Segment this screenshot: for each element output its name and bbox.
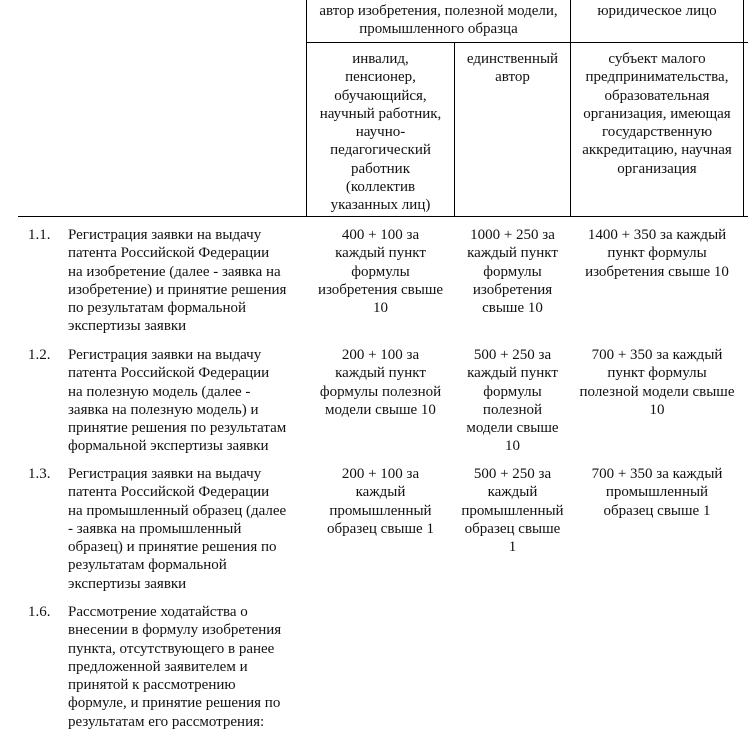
row-description: Регистрация заявки на выдачу патента Российской Федерации на промышленный образец (далее - заявка на промышленный образец) и принятие решения по результатам формальной экспертизы заявки [68, 466, 287, 592]
header-divider [306, 42, 748, 43]
row-number: 1.2. [28, 347, 51, 363]
table-border-right [743, 0, 744, 216]
row-fee-sole-author: 500 + 250 за каждый пункт формулы полезной модели свыше 10 [466, 347, 559, 455]
header-sub-legal-entity: субъект малого предпринимательства, образовательная организация, имеющая государственную аккредитацию, научная организация [582, 51, 732, 177]
row-number: 1.6. [28, 604, 51, 620]
row-fee-legal-entity: 700 + 350 за каждый пункт формулы полезной модели свыше 10 [579, 347, 735, 418]
row-fee-beneficiaries: 200 + 100 за каждый промышленный образец свыше 1 [327, 466, 434, 537]
row-description: Регистрация заявки на выдачу патента Российской Федерации на полезную модель (далее - заявка на полезную модель) и принятие решения по результатам формальной экспертизы заявки [68, 347, 287, 455]
row-description: Регистрация заявки на выдачу патента Российской Федерации на изобретение (далее - заявка на изобретение) и принятие решения по результатам формальной экспертизы заявки [68, 227, 287, 335]
row-fee-sole-author: 1000 + 250 за каждый пункт формулы изобретения свыше 10 [467, 227, 558, 317]
header-sub-beneficiaries: инвалид, пенсионер, обучающийся, научный работник, научно- педагогический работник (коллектив указанных лиц) [319, 51, 442, 214]
row-fee-beneficiaries: 200 + 100 за каждый пункт формулы полезной модели свыше 10 [319, 347, 442, 418]
header-group-author: автор изобретения, полезной модели, промышленного образца [319, 3, 558, 38]
header-group-legal: юридическое лицо [597, 3, 717, 19]
row-fee-legal-entity: 700 + 350 за каждый промышленный образец свыше 1 [591, 466, 723, 519]
row-number: 1.3. [28, 466, 51, 482]
row-fee-beneficiaries: 400 + 100 за каждый пункт формулы изобретения свыше 10 [317, 227, 444, 317]
header-sub-sole-author: единственный автор [466, 51, 559, 86]
row-description: Рассмотрение ходатайства о внесении в формулу изобретения пункта, отсутствующего в ранее предложенной заявителем и принятой к рассмотрению формуле, и принятие решения по результатам его рассмотрения: [68, 604, 282, 730]
row-number: 1.1. [28, 227, 51, 243]
row-fee-legal-entity: 1400 + 350 за каждый пункт формулы изобретения свыше 10 [585, 227, 729, 280]
header-bottom-line [18, 216, 748, 217]
row-fee-sole-author: 500 + 250 за каждый промышленный образец свыше 1 [461, 466, 564, 556]
